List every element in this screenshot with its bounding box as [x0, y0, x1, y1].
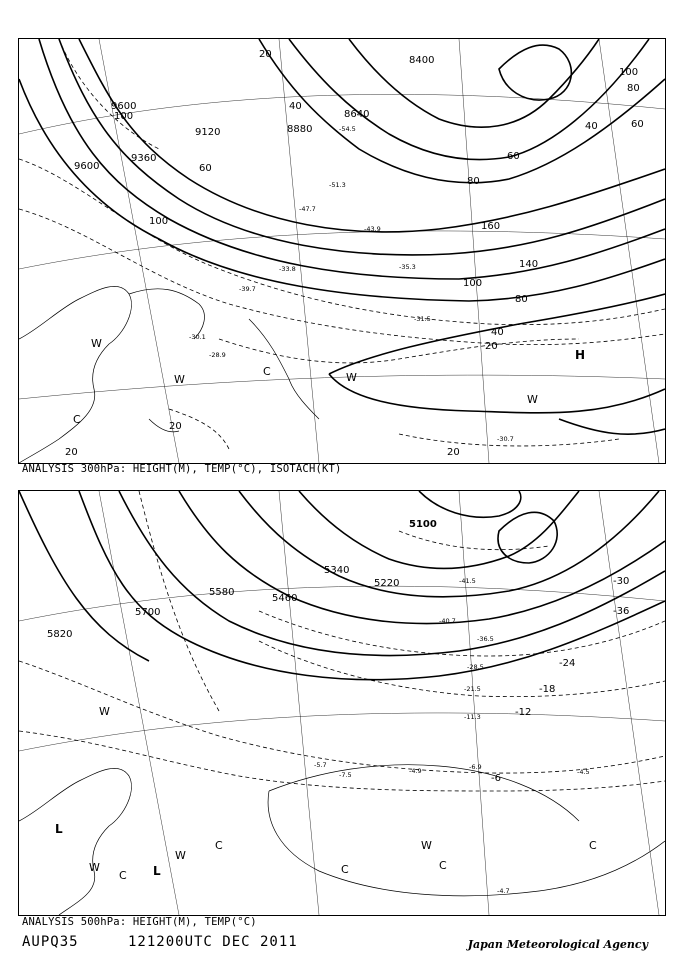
jet-axis-contour	[329, 294, 665, 434]
temp-label: -40.7	[439, 617, 456, 625]
isotherm-label: -6	[491, 773, 501, 784]
caption-300hpa: ANALYSIS 300hPa: HEIGHT(M), TEMP(°C), ISOTACH(KT)	[22, 463, 342, 475]
height-contours	[19, 491, 665, 680]
height-label: 5460	[272, 593, 298, 604]
temp-label: -28.9	[209, 351, 226, 359]
chart-500hpa	[18, 490, 666, 916]
height-label: 9600	[74, 161, 100, 172]
isotherm-label: -36	[613, 606, 630, 617]
coastline	[19, 286, 319, 463]
isotach-label: 20	[485, 341, 498, 352]
isotach-label: 100	[114, 111, 134, 122]
center-label: W	[527, 393, 538, 406]
height-label: 9600	[111, 101, 137, 112]
chart-300hpa-svg	[19, 39, 665, 463]
product-id: AUPQ35	[22, 934, 79, 950]
temp-label: -43.9	[364, 225, 381, 233]
height-label: 5820	[47, 629, 73, 640]
isotach-label: 20	[447, 447, 460, 458]
center-label: W	[175, 849, 186, 862]
height-label: 5700	[135, 607, 161, 618]
center-label: C	[341, 863, 349, 876]
center-label: W	[421, 839, 432, 852]
isotherm-label: -12	[515, 707, 532, 718]
isotherm-label: -30	[613, 576, 630, 587]
center-label: L	[153, 864, 161, 878]
temp-label: -5.7	[314, 761, 327, 769]
isotach-label: 40	[289, 101, 302, 112]
temp-label: -41.5	[459, 577, 476, 585]
isotach-label: 60	[507, 151, 520, 162]
temp-label: -7.5	[339, 771, 352, 779]
isotach-label: 80	[627, 83, 640, 94]
isotherm-label: -18	[539, 684, 556, 695]
height-label: 8400	[409, 55, 435, 66]
temp-label: -35.3	[399, 263, 416, 271]
chart-300hpa	[18, 38, 666, 464]
isotach-label: 100	[619, 67, 639, 78]
center-label: W	[346, 371, 357, 384]
height-label: 5100	[409, 519, 437, 530]
temp-label: -33.8	[279, 265, 296, 273]
center-label: W	[91, 337, 102, 350]
temp-label: -4.7	[497, 887, 510, 895]
graticule	[19, 491, 665, 915]
isotach-label: 20	[169, 421, 182, 432]
isotach-label: 60	[199, 163, 212, 174]
isotach-label: 100	[149, 216, 169, 227]
temp-label: -47.7	[299, 205, 316, 213]
temp-label: -54.5	[339, 125, 356, 133]
temp-label: -30.7	[497, 435, 514, 443]
height-label: 5340	[324, 565, 350, 576]
center-label: H	[575, 348, 586, 362]
temp-label: -28.5	[467, 663, 484, 671]
center-label: W	[89, 861, 100, 874]
isotach-label: 140	[519, 259, 539, 270]
isotach-label: 160	[481, 221, 501, 232]
center-label: W	[99, 705, 110, 718]
temp-label: -31.5	[414, 315, 431, 323]
chart-500hpa-svg	[19, 491, 665, 915]
temp-label: -4.9	[409, 767, 422, 775]
valid-time: 121200UTC DEC 2011	[128, 934, 298, 950]
center-label: W	[174, 373, 185, 386]
center-label: C	[439, 859, 447, 872]
temp-label: -39.7	[239, 285, 256, 293]
center-label: C	[215, 839, 223, 852]
center-label: C	[73, 413, 81, 426]
agency-name: Japan Meteorological Agency	[467, 938, 648, 951]
center-label: C	[119, 869, 127, 882]
temp-label: -4.5	[577, 768, 590, 776]
center-label: C	[589, 839, 597, 852]
center-label: L	[55, 822, 63, 836]
height-label: 5220	[374, 578, 400, 589]
isotach-label: 80	[467, 176, 480, 187]
temp-label: -21.5	[464, 685, 481, 693]
caption-500hpa: ANALYSIS 500hPa: HEIGHT(M), TEMP(°C)	[22, 916, 257, 928]
height-label: 9360	[131, 153, 157, 164]
height-label: 8880	[287, 124, 313, 135]
coastline	[19, 765, 665, 915]
isotherm-label: -24	[559, 658, 576, 669]
height-label: 9120	[195, 127, 221, 138]
height-label: 8640	[344, 109, 370, 120]
temp-label: -36.5	[477, 635, 494, 643]
isotach-label: 20	[65, 447, 78, 458]
height-contours	[19, 39, 665, 301]
center-label: C	[263, 365, 271, 378]
isotach-label: 60	[631, 119, 644, 130]
temp-label: -11.3	[464, 713, 481, 721]
temp-label: -30.1	[189, 333, 206, 341]
isotach-label: 80	[515, 294, 528, 305]
isotach-label: 40	[491, 327, 504, 338]
isotherm-dashed	[19, 491, 665, 791]
isotach-label: 100	[463, 278, 483, 289]
isotach-label: 20	[259, 49, 272, 60]
temp-label: -6.9	[469, 763, 482, 771]
isotach-label: 40	[585, 121, 598, 132]
temp-label: -51.3	[329, 181, 346, 189]
height-label: 5580	[209, 587, 235, 598]
